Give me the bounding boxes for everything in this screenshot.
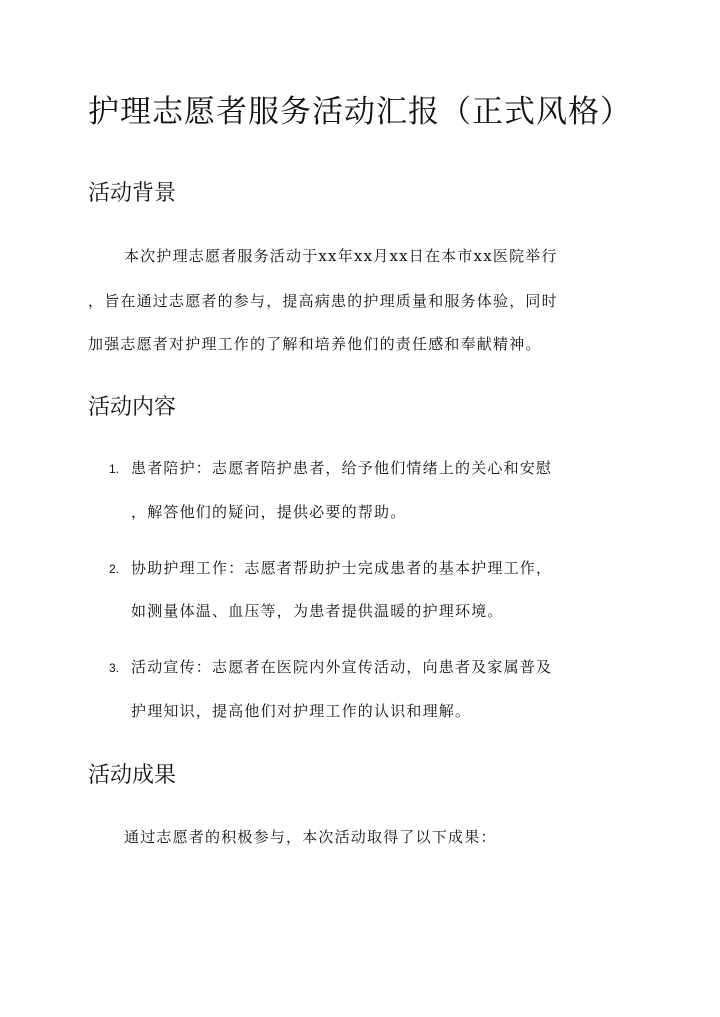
list-item-line: 患者陪护：志愿者陪护患者，给予他们情绪上的关心和安慰 (131, 459, 553, 477)
page-title: 护理志愿者服务活动汇报（正式风格） (88, 94, 632, 130)
background-paragraph-line: 本次护理志愿者服务活动于xx年xx月xx日在本市xx医院举行 (124, 247, 558, 265)
section-heading-content: 活动内容 (88, 395, 177, 420)
list-item-number: 2. (109, 562, 120, 576)
list-item-line: 协助护理工作：志愿者帮助护士完成患者的基本护理工作， (131, 559, 553, 577)
section-heading-results: 活动成果 (88, 763, 177, 788)
list-item-line: 活动宣传：志愿者在医院内外宣传活动，向患者及家属普及 (131, 658, 553, 676)
list-item-number: 1. (109, 462, 120, 476)
section-heading-background: 活动背景 (88, 181, 177, 206)
list-item-line: ，解答他们的疑问，提供必要的帮助。 (131, 503, 407, 521)
results-paragraph-line: 通过志愿者的积极参与，本次活动取得了以下成果： (124, 828, 497, 846)
background-paragraph-line: 加强志愿者对护理工作的了解和培养他们的责任感和奉献精神。 (88, 335, 542, 353)
list-item-line: 如测量体温、血压等，为患者提供温暖的护理环境。 (131, 602, 504, 620)
list-item-number: 3. (109, 661, 120, 675)
background-paragraph-line: ，旨在通过志愿者的参与，提高病患的护理质量和服务体验，同时 (88, 292, 558, 310)
list-item-line: 护理知识，提高他们对护理工作的认识和理解。 (131, 702, 472, 720)
